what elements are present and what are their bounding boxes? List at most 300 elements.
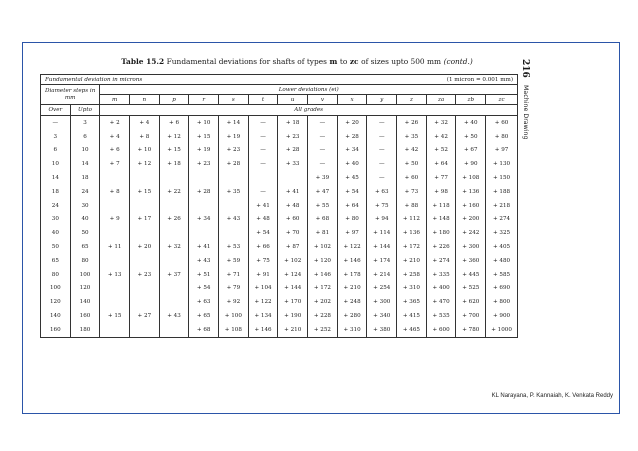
deviation-cell: + 114 — [367, 226, 397, 240]
deviation-cell: + 12 — [159, 130, 189, 144]
deviation-cell: + 340 — [367, 309, 397, 323]
deviation-cell — [130, 171, 160, 185]
deviation-cell: + 7 — [100, 157, 130, 171]
deviation-cell: + 27 — [130, 309, 160, 323]
deviation-cell: + 190 — [278, 309, 308, 323]
deviation-cell: + 136 — [456, 185, 486, 199]
deviation-cell: + 28 — [219, 157, 249, 171]
deviation-cell: + 405 — [486, 240, 518, 254]
deviation-cell: + 258 — [397, 268, 427, 282]
deviation-cell: + 18 — [159, 157, 189, 171]
over-cell: 80 — [41, 268, 71, 282]
deviation-cell: + 26 — [159, 213, 189, 227]
deviation-cell: + 92 — [219, 295, 249, 309]
table-row — [41, 199, 518, 213]
over-cell: 24 — [41, 199, 71, 213]
deviation-cell: — — [308, 157, 338, 171]
deviation-cell: + 23 — [278, 130, 308, 144]
deviation-cell: + 34 — [189, 213, 219, 227]
header-row-over-upto — [41, 105, 518, 116]
deviation-cell: + 535 — [426, 309, 456, 323]
deviation-cell: + 15 — [189, 130, 219, 144]
deviation-cell: + 585 — [486, 268, 518, 282]
deviation-cell: + 160 — [456, 199, 486, 213]
deviation-cell: + 6 — [159, 116, 189, 130]
over-cell: 6 — [41, 144, 71, 158]
deviation-cell: + 108 — [219, 323, 249, 337]
deviation-cell: — — [248, 185, 278, 199]
deviation-cell: + 100 — [219, 309, 249, 323]
deviation-cell: + 19 — [219, 130, 249, 144]
deviation-cell: + 79 — [219, 282, 249, 296]
deviation-cell: — — [367, 157, 397, 171]
deviation-cell: + 620 — [456, 295, 486, 309]
deviation-cell: + 26 — [397, 116, 427, 130]
deviation-cell: + 134 — [248, 309, 278, 323]
deviation-cell: + 178 — [337, 268, 367, 282]
deviation-cell: + 700 — [456, 309, 486, 323]
over-cell: 40 — [41, 226, 71, 240]
column-header: z — [397, 95, 427, 105]
deviation-cell: — — [248, 157, 278, 171]
deviation-cell: + 2 — [100, 116, 130, 130]
deviation-cell: + 42 — [426, 130, 456, 144]
deviation-cell: + 18 — [278, 116, 308, 130]
column-header: zc — [486, 95, 518, 105]
deviation-cell: + 87 — [278, 240, 308, 254]
deviation-cell: + 81 — [308, 226, 338, 240]
deviation-cell — [189, 199, 219, 213]
deviation-cell: + 28 — [189, 185, 219, 199]
deviation-cell — [159, 254, 189, 268]
upto-cell: 140 — [70, 295, 100, 309]
upto-cell: 24 — [70, 185, 100, 199]
deviation-cell — [248, 171, 278, 185]
deviation-cell: + 600 — [426, 323, 456, 337]
deviation-cell: + 335 — [426, 268, 456, 282]
column-header: p — [159, 95, 189, 105]
deviation-cell: + 300 — [456, 240, 486, 254]
deviation-cell: + 64 — [426, 157, 456, 171]
deviation-cell — [219, 171, 249, 185]
deviation-cell: + 218 — [486, 199, 518, 213]
deviation-cell: + 242 — [456, 226, 486, 240]
over-cell: 120 — [41, 295, 71, 309]
deviation-cell — [130, 295, 160, 309]
deviation-cell: + 22 — [159, 185, 189, 199]
deviation-cell: + 28 — [278, 144, 308, 158]
deviation-cell: + 200 — [456, 213, 486, 227]
deviation-cell — [100, 323, 130, 337]
upto-cell: 30 — [70, 199, 100, 213]
deviation-cell: + 39 — [308, 171, 338, 185]
deviation-cell: + 172 — [397, 240, 427, 254]
deviation-cell: + 136 — [397, 226, 427, 240]
deviation-cell — [100, 199, 130, 213]
deviation-cell: + 102 — [308, 240, 338, 254]
column-header: za — [426, 95, 456, 105]
deviation-cell: + 130 — [486, 157, 518, 171]
deviation-cell: + 144 — [367, 240, 397, 254]
deviation-cell: + 42 — [397, 144, 427, 158]
column-header: zb — [456, 95, 486, 105]
table-row — [41, 185, 518, 199]
deviation-cell: + 63 — [189, 295, 219, 309]
deviation-cell: + 400 — [426, 282, 456, 296]
deviation-cell: + 53 — [219, 240, 249, 254]
deviation-cell: + 41 — [248, 199, 278, 213]
upto-cell: 100 — [70, 268, 100, 282]
deviation-cell — [159, 199, 189, 213]
upto-cell: 10 — [70, 144, 100, 158]
upto-cell: 40 — [70, 213, 100, 227]
deviation-cell: — — [308, 116, 338, 130]
deviation-cell: + 174 — [367, 254, 397, 268]
deviation-cell: + 48 — [278, 199, 308, 213]
caption-m: m — [329, 57, 338, 66]
upto-cell: 3 — [70, 116, 100, 130]
deviation-cell: + 122 — [337, 240, 367, 254]
deviation-cell: + 60 — [486, 116, 518, 130]
table-caption — [23, 57, 571, 66]
deviation-cell: + 465 — [397, 323, 427, 337]
deviation-cell: + 325 — [486, 226, 518, 240]
deviation-cell: + 34 — [337, 144, 367, 158]
deviation-cell: + 10 — [130, 144, 160, 158]
deviation-cell: + 91 — [248, 268, 278, 282]
deviation-cell: + 97 — [486, 144, 518, 158]
table-number: Table 15.2 — [121, 57, 165, 66]
deviation-cell: + 415 — [397, 309, 427, 323]
deviation-cell — [159, 295, 189, 309]
deviation-cell: — — [308, 130, 338, 144]
deviation-cell — [130, 282, 160, 296]
over-cell: 14 — [41, 171, 71, 185]
deviation-cell: + 71 — [219, 268, 249, 282]
deviation-cell: + 4 — [100, 130, 130, 144]
deviation-cell: + 800 — [486, 295, 518, 309]
deviation-cell: + 68 — [189, 323, 219, 337]
table-row — [41, 295, 518, 309]
deviation-cell: + 8 — [130, 130, 160, 144]
deviation-cell: + 54 — [248, 226, 278, 240]
deviation-cell: + 104 — [248, 282, 278, 296]
deviation-cell — [100, 282, 130, 296]
deviation-cell: + 43 — [159, 309, 189, 323]
table-row — [41, 309, 518, 323]
over-cell: 30 — [41, 213, 71, 227]
deviation-cell: + 17 — [130, 213, 160, 227]
deviation-cell: + 365 — [397, 295, 427, 309]
deviation-cell: + 67 — [456, 144, 486, 158]
deviation-cell: — — [248, 144, 278, 158]
deviation-cell: + 148 — [426, 213, 456, 227]
deviation-cell: + 73 — [397, 185, 427, 199]
deviation-cell — [159, 226, 189, 240]
deviation-cell: + 146 — [337, 254, 367, 268]
deviation-cell: + 59 — [219, 254, 249, 268]
deviation-cell: + 310 — [397, 282, 427, 296]
deviation-cell: + 146 — [248, 323, 278, 337]
deviation-cell: + 77 — [426, 171, 456, 185]
column-header: t — [248, 95, 278, 105]
deviation-cell — [159, 171, 189, 185]
deviation-cell — [278, 171, 308, 185]
deviation-cell: — — [367, 130, 397, 144]
column-header: v — [308, 95, 338, 105]
deviation-cell: + 9 — [100, 213, 130, 227]
deviation-cell: + 15 — [159, 144, 189, 158]
table-row — [41, 130, 518, 144]
deviation-cell: + 150 — [486, 171, 518, 185]
deviation-cell: + 51 — [189, 268, 219, 282]
deviation-cell: + 146 — [308, 268, 338, 282]
deviation-cell — [130, 254, 160, 268]
deviation-cell — [159, 323, 189, 337]
deviation-cell: + 102 — [278, 254, 308, 268]
table-row — [41, 282, 518, 296]
deviation-cell: + 360 — [456, 254, 486, 268]
deviation-cell: + 11 — [100, 240, 130, 254]
deviation-cell: + 68 — [308, 213, 338, 227]
deviation-cell: + 172 — [308, 282, 338, 296]
column-header: u — [278, 95, 308, 105]
deviation-cell: + 90 — [456, 157, 486, 171]
deviation-cell: + 60 — [397, 171, 427, 185]
deviation-cell: + 13 — [100, 268, 130, 282]
over-cell: — — [41, 116, 71, 130]
deviation-cell: — — [367, 116, 397, 130]
deviation-cell: + 210 — [397, 254, 427, 268]
table-row — [41, 157, 518, 171]
side-title: Machine Drawing — [522, 85, 529, 140]
deviation-cell: + 50 — [456, 130, 486, 144]
caption-to: to — [339, 57, 348, 66]
diameter-steps-label: Diameter steps in mm — [41, 85, 100, 105]
deviation-cell: + 40 — [456, 116, 486, 130]
deviation-cell: + 80 — [486, 130, 518, 144]
deviation-cell: + 32 — [426, 116, 456, 130]
deviation-cell — [219, 199, 249, 213]
deviation-cell: + 228 — [308, 309, 338, 323]
deviation-cell: + 60 — [278, 213, 308, 227]
upto-cell: 180 — [70, 323, 100, 337]
deviation-cell: + 88 — [397, 199, 427, 213]
deviation-cell: + 214 — [367, 268, 397, 282]
caption-text: Fundamental deviations for shafts of types — [166, 57, 327, 66]
deviation-cell: + 41 — [189, 240, 219, 254]
over-cell: 140 — [41, 309, 71, 323]
deviation-cell: + 180 — [426, 226, 456, 240]
deviation-cell: + 28 — [337, 130, 367, 144]
deviation-cell: + 274 — [426, 254, 456, 268]
deviation-cell: + 23 — [189, 157, 219, 171]
over-cell: 100 — [41, 282, 71, 296]
upto-cell: 6 — [70, 130, 100, 144]
caption-rest: of sizes upto 500 mm — [361, 57, 441, 66]
over-cell: 10 — [41, 157, 71, 171]
deviation-cell: + 63 — [367, 185, 397, 199]
deviation-cell: + 19 — [189, 144, 219, 158]
deviation-cell: + 112 — [397, 213, 427, 227]
deviation-cell: + 188 — [486, 185, 518, 199]
over-cell: 50 — [41, 240, 71, 254]
caption-contd: (contd.) — [443, 57, 473, 66]
deviation-cell: + 12 — [130, 157, 160, 171]
deviation-cell: + 35 — [397, 130, 427, 144]
deviation-cell: + 32 — [159, 240, 189, 254]
table-row — [41, 213, 518, 227]
upto-label: Upto — [70, 105, 100, 116]
deviation-cell — [130, 323, 160, 337]
upto-cell: 18 — [70, 171, 100, 185]
column-header: x — [337, 95, 367, 105]
deviation-cell: + 14 — [219, 116, 249, 130]
column-header: n — [130, 95, 160, 105]
deviation-cell — [100, 254, 130, 268]
deviation-cell: + 274 — [486, 213, 518, 227]
deviation-cell: + 54 — [189, 282, 219, 296]
deviation-cell: + 252 — [308, 323, 338, 337]
deviation-cell: + 202 — [308, 295, 338, 309]
table-row — [41, 171, 518, 185]
deviation-cell: + 1000 — [486, 323, 518, 337]
deviation-cell — [100, 295, 130, 309]
deviation-cell: + 15 — [130, 185, 160, 199]
deviation-cell: + 210 — [278, 323, 308, 337]
over-cell: 18 — [41, 185, 71, 199]
upto-cell: 50 — [70, 226, 100, 240]
deviation-cell: + 118 — [426, 199, 456, 213]
deviation-cell: + 66 — [248, 240, 278, 254]
deviation-cell: + 300 — [367, 295, 397, 309]
upto-cell: 120 — [70, 282, 100, 296]
all-grades-label: All grades — [100, 105, 518, 116]
deviation-cell: + 310 — [337, 323, 367, 337]
over-label: Over — [41, 105, 71, 116]
table-row — [41, 254, 518, 268]
deviation-cell: + 122 — [248, 295, 278, 309]
deviation-cell: + 108 — [456, 171, 486, 185]
micron-note: (1 micron = 0.001 mm) — [337, 75, 517, 85]
page-number: 216 — [520, 59, 530, 78]
deviation-cell: — — [367, 144, 397, 158]
deviation-cell — [159, 282, 189, 296]
deviation-cell: + 124 — [278, 268, 308, 282]
header-row-columns — [41, 95, 518, 105]
deviation-cell: + 120 — [308, 254, 338, 268]
deviation-cell: + 75 — [248, 254, 278, 268]
deviation-cell: + 144 — [278, 282, 308, 296]
deviation-cell: + 20 — [130, 240, 160, 254]
fundamental-label: Fundamental deviation in microns — [41, 75, 338, 85]
deviation-cell: + 97 — [337, 226, 367, 240]
deviation-cell: + 43 — [189, 254, 219, 268]
deviation-cell: + 37 — [159, 268, 189, 282]
upto-cell: 14 — [70, 157, 100, 171]
deviation-cell: + 170 — [278, 295, 308, 309]
table-row — [41, 226, 518, 240]
deviation-cell: + 65 — [189, 309, 219, 323]
deviation-cell: + 64 — [337, 199, 367, 213]
deviation-cell: + 210 — [337, 282, 367, 296]
deviation-cell: + 10 — [189, 116, 219, 130]
deviation-cell: + 690 — [486, 282, 518, 296]
deviation-cell: + 248 — [337, 295, 367, 309]
deviation-cell: + 75 — [367, 199, 397, 213]
deviation-cell: + 254 — [367, 282, 397, 296]
deviation-cell: + 48 — [248, 213, 278, 227]
deviation-cell: — — [367, 171, 397, 185]
deviation-cell: + 226 — [426, 240, 456, 254]
column-header: y — [367, 95, 397, 105]
deviation-cell — [189, 226, 219, 240]
header-row-fundamental — [41, 75, 518, 85]
table-row — [41, 144, 518, 158]
deviation-table — [40, 74, 518, 338]
column-header: r — [189, 95, 219, 105]
table-row — [41, 323, 518, 337]
deviation-cell: + 45 — [337, 171, 367, 185]
column-header: s — [219, 95, 249, 105]
deviation-cell: + 35 — [219, 185, 249, 199]
deviation-cell: + 52 — [426, 144, 456, 158]
deviation-cell — [100, 226, 130, 240]
deviation-cell — [189, 171, 219, 185]
upto-cell: 160 — [70, 309, 100, 323]
table-row — [41, 240, 518, 254]
deviation-cell — [130, 199, 160, 213]
deviation-cell: + 900 — [486, 309, 518, 323]
document-page — [22, 42, 620, 414]
deviation-cell: + 4 — [130, 116, 160, 130]
deviation-cell: + 41 — [278, 185, 308, 199]
caption-zc: zc — [349, 57, 359, 66]
deviation-cell: + 8 — [100, 185, 130, 199]
deviation-cell: + 280 — [337, 309, 367, 323]
deviation-cell: + 480 — [486, 254, 518, 268]
deviation-cell: + 55 — [308, 199, 338, 213]
upto-cell: 65 — [70, 240, 100, 254]
upto-cell: 80 — [70, 254, 100, 268]
deviation-cell: + 445 — [456, 268, 486, 282]
over-cell: 3 — [41, 130, 71, 144]
deviation-cell: — — [248, 130, 278, 144]
deviation-cell: + 525 — [456, 282, 486, 296]
deviation-cell: + 780 — [456, 323, 486, 337]
deviation-cell: — — [248, 116, 278, 130]
deviation-cell: + 380 — [367, 323, 397, 337]
deviation-cell: + 33 — [278, 157, 308, 171]
deviation-cell: + 80 — [337, 213, 367, 227]
over-cell: 160 — [41, 323, 71, 337]
credit-line: KL Narayana, P. Kannaiah, K. Venkata Reddy — [491, 393, 613, 399]
deviation-cell — [130, 226, 160, 240]
deviation-cell — [100, 171, 130, 185]
deviation-cell: + 23 — [130, 268, 160, 282]
deviation-cell: — — [308, 144, 338, 158]
deviation-cell: + 6 — [100, 144, 130, 158]
deviation-cell: + 94 — [367, 213, 397, 227]
deviation-cell: + 47 — [308, 185, 338, 199]
over-cell: 65 — [41, 254, 71, 268]
table-row — [41, 116, 518, 130]
deviation-cell: + 470 — [426, 295, 456, 309]
deviation-cell: + 70 — [278, 226, 308, 240]
header-row-groups — [41, 85, 518, 95]
lower-deviations-label: Lower deviations (ei) — [100, 85, 518, 95]
deviation-cell: + 15 — [100, 309, 130, 323]
